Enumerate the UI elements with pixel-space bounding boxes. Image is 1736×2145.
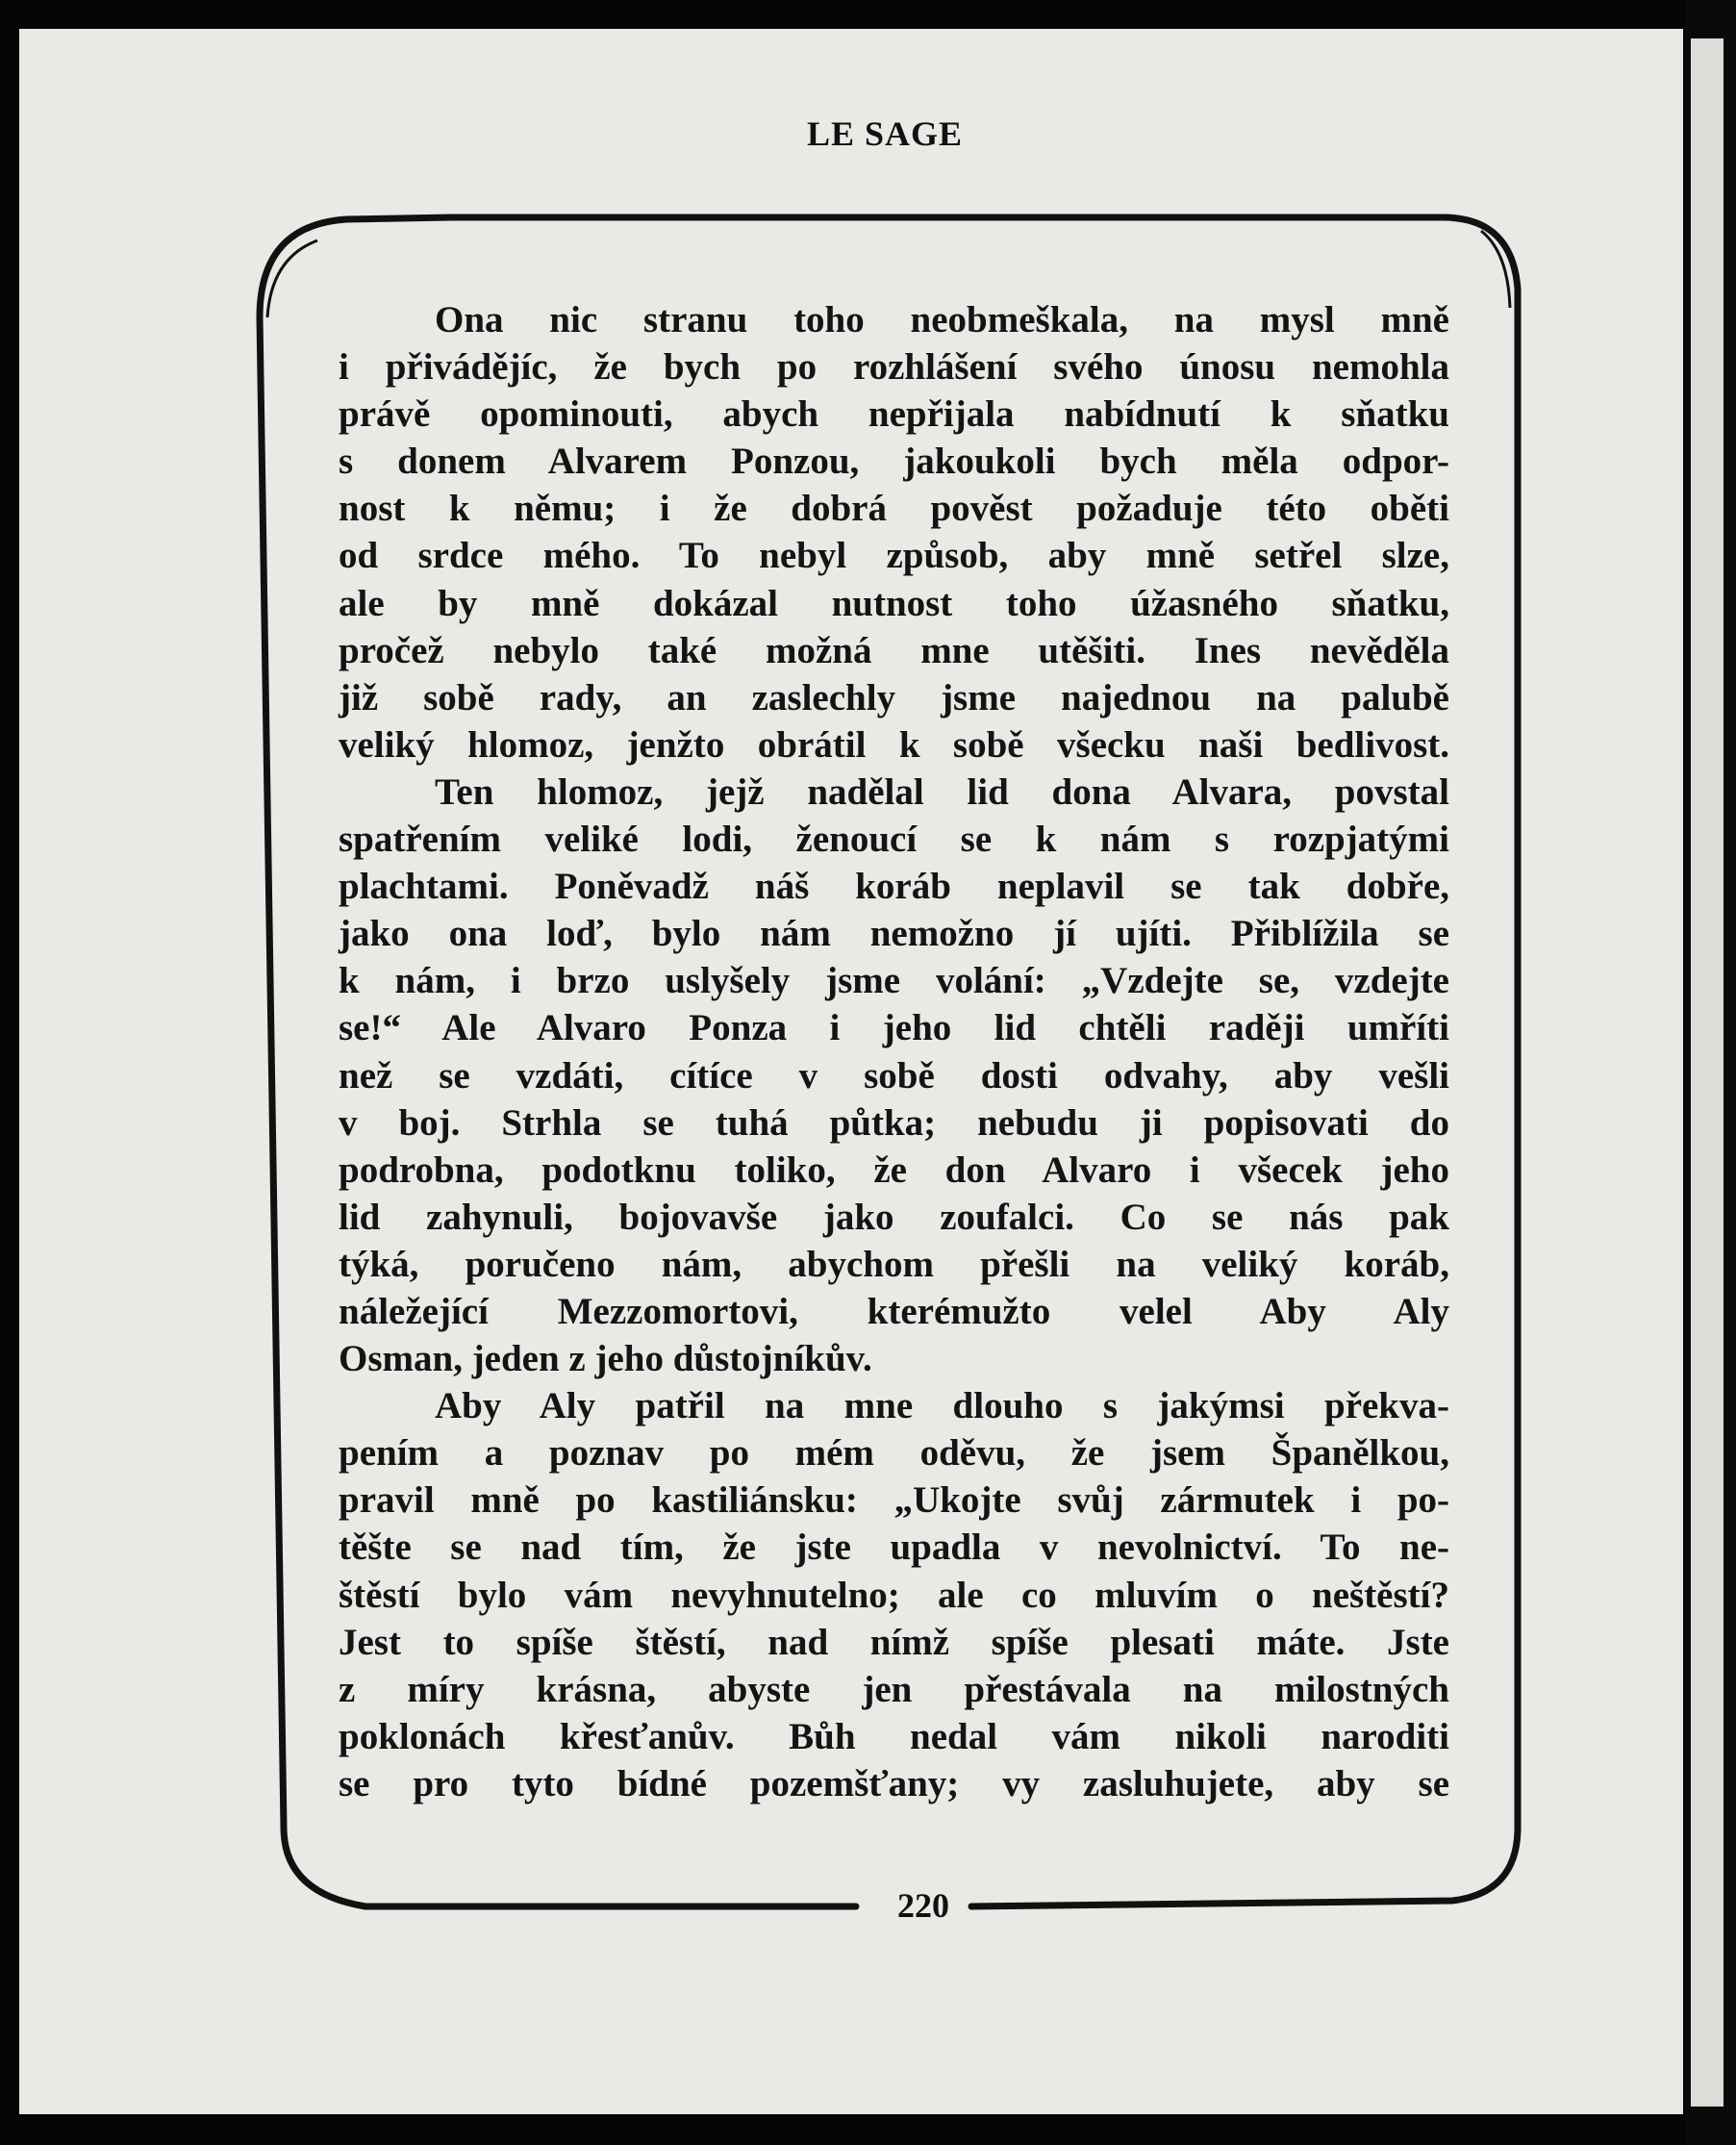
text-line: Ona nic stranu toho neobmeškala, na mysl mně [435,299,1449,341]
text-line: nost k němu; i že dobrá pověst požaduje této oběti [339,488,1449,530]
text-line: veliký hlomoz, jenžto obrátil k sobě všecku naši bedlivost. [339,723,1449,766]
text-line: k nám, i brzo uslyšely jsme volání: „Vzdejte se, vzdejte [339,960,1449,1002]
text-line: poklonách křesťanův. Bůh nedal vám nikoli naroditi [339,1715,1449,1757]
text-line: již sobě rady, an zaslechly jsme najednou na palubě [339,676,1449,719]
text-line: pravil mně po kastiliánsku: „Ukojte svůj zármutek i po- [339,1479,1449,1522]
text-line: než se vzdáti, cítíce v sobě dosti odvahy, aby vešli [339,1054,1449,1097]
text-line: týká, poručeno nám, abychom přešli na veliký koráb, [339,1243,1449,1285]
text-line: ale by mně dokázal nutnost toho úžasného sňatku, [339,582,1449,624]
text-line: náležející Mezzomortovi, kterémužto velel Aby Aly [339,1290,1449,1332]
body-text [339,296,1449,1807]
text-line: lid zahynuli, bojovavše jako zoufalci. Co se nás pak [339,1196,1449,1238]
text-line: Ten hlomoz, jejž nadělal lid dona Alvara, povstal [435,770,1449,813]
text-line: se!“ Ale Alvaro Ponza i jeho lid chtěli raději umříti [339,1007,1449,1049]
text-line: podrobna, podotknu toliko, že don Alvaro i všecek jeho [339,1148,1449,1191]
text-line: Osman, jeden z jeho důstojníkův. [339,1338,872,1380]
text-line: jako ona loď, bylo nám nemožno jí ujíti. Přiblížila se [339,913,1449,955]
text-line: se pro tyto bídné pozemšťany; vy zasluhujete, aby se [339,1762,1449,1804]
text-line: právě opominouti, abych nepřijala nabídnutí k sňatku [339,393,1449,436]
text-line: s donem Alvarem Ponzou, jakoukoli bych měla odpor- [339,441,1449,483]
text-line: těšte se nad tím, že jste upadla v nevolnictví. To ne- [339,1527,1449,1569]
text-line: plachtami. Poněvadž náš koráb neplavil se tak dobře, [339,866,1449,908]
text-line: v boj. Strhla se tuhá půtka; nebudu ji popisovati do [339,1101,1449,1144]
text-line: od srdce mého. To nebyl způsob, aby mně setřel slze, [339,535,1449,577]
page-number: 220 [897,1886,949,1925]
running-title: LE SAGE [806,114,964,153]
text-line: pením a poznav po mém oděvu, že jsem Španělkou, [339,1432,1449,1475]
text-line: pročež nebylo také možná mne utěšiti. Ines nevěděla [339,629,1449,671]
text-line: i přivádějíc, že bych po rozhlášení svého únosu nemohla [339,346,1449,389]
text-line: Jest to spíše štěstí, nad nímž spíše plesati máte. Jste [339,1621,1449,1663]
text-line: štěstí bylo vám nevyhnutelno; ale co mluvím o neštěstí? [339,1574,1449,1616]
text-line: z míry krásna, abyste jen přestávala na milostných [339,1668,1449,1710]
text-line: Aby Aly patřil na mne dlouho s jakýmsi překva- [435,1385,1449,1427]
text-line: spatřením veliké lodi, ženoucí se k nám s rozpjatými [339,819,1449,861]
